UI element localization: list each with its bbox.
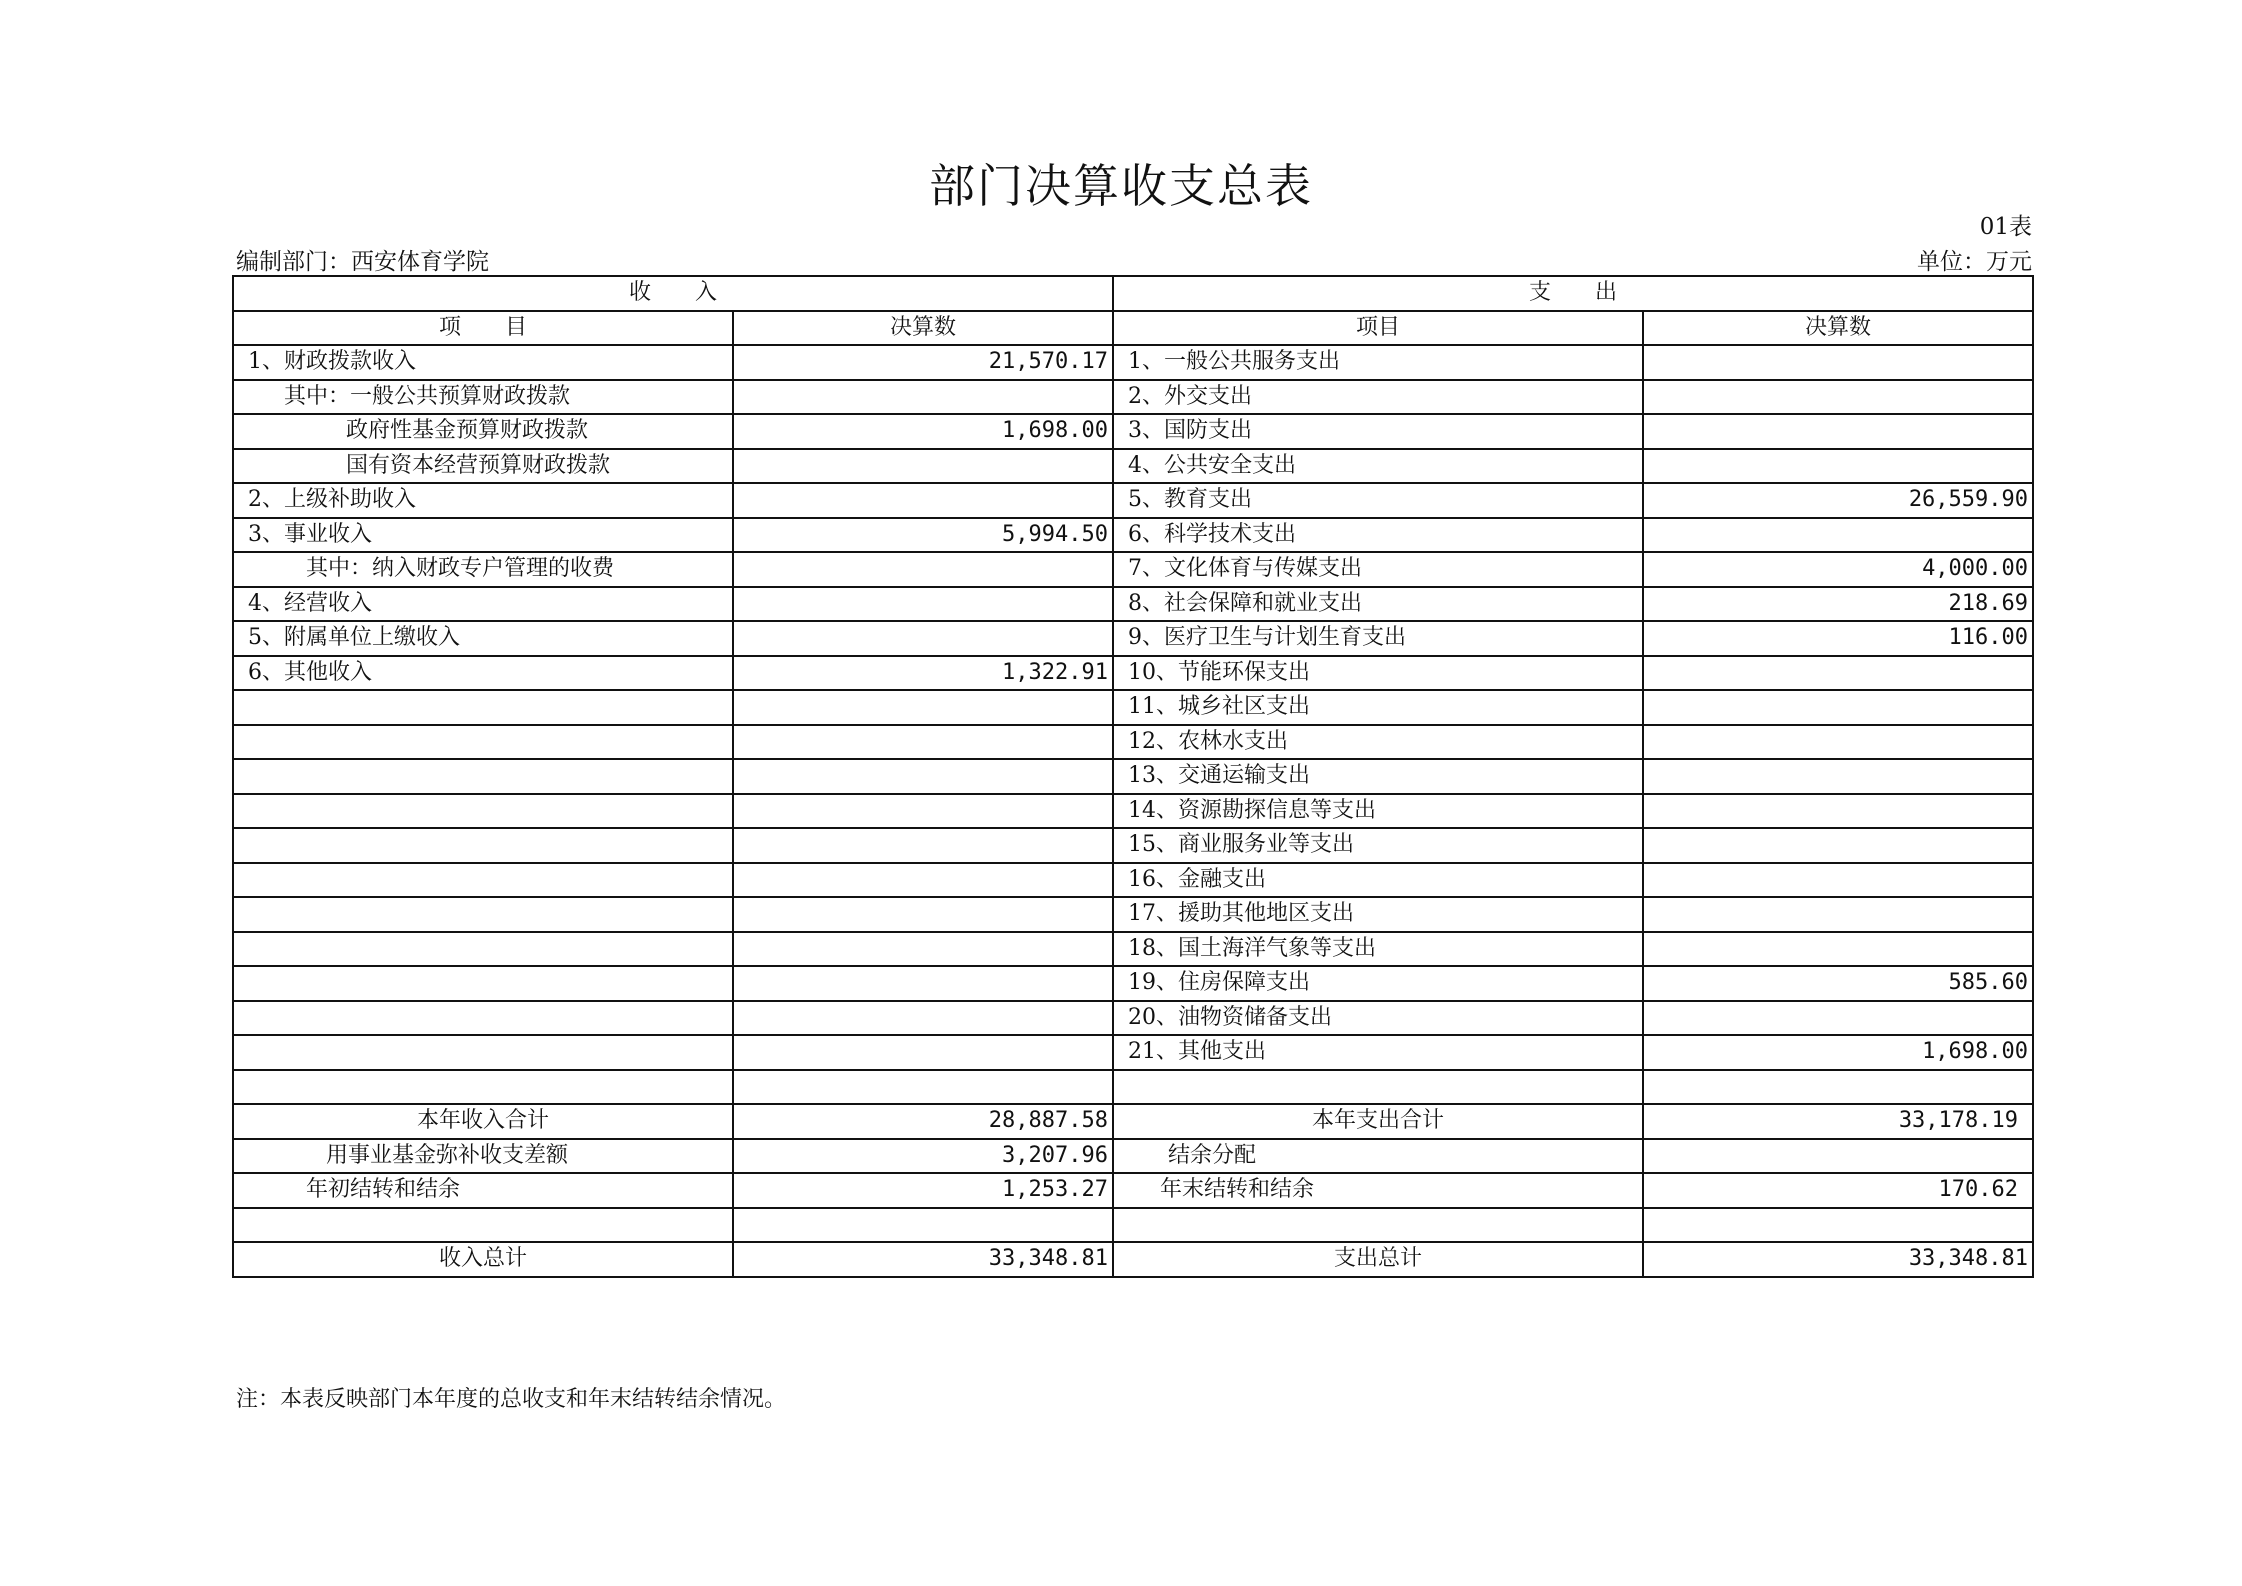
income-amount: 5,994.50: [733, 518, 1113, 553]
expense-item: 13、交通运输支出: [1113, 759, 1643, 794]
grand-total-row: [233, 1242, 2033, 1277]
income-amount: [733, 932, 1113, 967]
income-item: [233, 690, 733, 725]
expense-amount: [1643, 1070, 2033, 1105]
income-amount: [733, 828, 1113, 863]
income-amount: [733, 483, 1113, 518]
income-amount: [733, 380, 1113, 415]
income-header: 收 入: [233, 276, 1113, 311]
expense-amount: 1,698.00: [1643, 1035, 2033, 1070]
expense-item: 11、城乡社区支出: [1113, 690, 1643, 725]
income-item: [233, 932, 733, 967]
income-item: [233, 1001, 733, 1036]
income-amount: [733, 1001, 1113, 1036]
expense-total-value: 33,178.19: [1643, 1104, 2033, 1139]
expense-amount: [1643, 794, 2033, 829]
grand-expense-value: 33,348.81: [1643, 1242, 2033, 1277]
department-label: 编制部门：西安体育学院: [236, 249, 489, 275]
expense-item: 16、金融支出: [1113, 863, 1643, 898]
income-amount: [733, 966, 1113, 1001]
table-row: [233, 656, 2033, 691]
expense-item: 18、国土海洋气象等支出: [1113, 932, 1643, 967]
table-row: [233, 552, 2033, 587]
table-row: [233, 690, 2033, 725]
income-item-header: 项 目: [233, 311, 733, 346]
income-item: [233, 1070, 733, 1105]
fund-label: 用事业基金弥补收支差额: [233, 1139, 733, 1174]
income-amount: [733, 621, 1113, 656]
expense-item: 1、一般公共服务支出: [1113, 345, 1643, 380]
income-amount: [733, 1070, 1113, 1105]
expense-amount: 116.00: [1643, 621, 2033, 656]
form-number: 01表: [1979, 214, 2032, 240]
expense-total-label: 本年支出合计: [1113, 1104, 1643, 1139]
expense-item: 4、公共安全支出: [1113, 449, 1643, 484]
expense-item: 20、油物资储备支出: [1113, 1001, 1643, 1036]
expense-amount: 585.60: [1643, 966, 2033, 1001]
income-item: 4、经营收入: [233, 587, 733, 622]
section-header-row: [233, 276, 2033, 311]
expense-item: 3、国防支出: [1113, 414, 1643, 449]
begin-balance-label: 年初结转和结余: [233, 1173, 733, 1208]
expense-amount: [1643, 380, 2033, 415]
expense-item: 10、节能环保支出: [1113, 656, 1643, 691]
expense-item: 7、文化体育与传媒支出: [1113, 552, 1643, 587]
income-item: 6、其他收入: [233, 656, 733, 691]
income-amount-header: 决算数: [733, 311, 1113, 346]
expense-amount: [1643, 759, 2033, 794]
expense-amount: [1643, 932, 2033, 967]
footnote: 注：本表反映部门本年度的总收支和年末结转结余情况。: [236, 1387, 787, 1412]
table-row: [233, 897, 2033, 932]
table-row: [233, 1035, 2033, 1070]
income-item: [233, 966, 733, 1001]
expense-amount: [1643, 414, 2033, 449]
expense-item: 21、其他支出: [1113, 1035, 1643, 1070]
income-amount: [733, 794, 1113, 829]
expense-amount: [1643, 690, 2033, 725]
income-item: [233, 863, 733, 898]
income-amount: [733, 552, 1113, 587]
income-item: 5、附属单位上缴收入: [233, 621, 733, 656]
expense-amount: 4,000.00: [1643, 552, 2033, 587]
income-item: [233, 794, 733, 829]
income-item: 其中：纳入财政专户管理的收费: [233, 552, 733, 587]
income-amount: [733, 1035, 1113, 1070]
table-row: [233, 587, 2033, 622]
expense-amount: [1643, 449, 2033, 484]
expense-item: 19、住房保障支出: [1113, 966, 1643, 1001]
expense-item: 6、科学技术支出: [1113, 518, 1643, 553]
table-row: [233, 932, 2033, 967]
expense-amount: [1643, 656, 2033, 691]
table-row: [233, 1001, 2033, 1036]
income-item: [233, 828, 733, 863]
income-item: [233, 897, 733, 932]
expense-header: 支 出: [1113, 276, 2033, 311]
expense-item: 8、社会保障和就业支出: [1113, 587, 1643, 622]
income-item: 2、上级补助收入: [233, 483, 733, 518]
expense-amount: [1643, 518, 2033, 553]
expense-amount: [1643, 345, 2033, 380]
income-item: 国有资本经营预算财政拨款: [233, 449, 733, 484]
expense-item: 9、医疗卫生与计划生育支出: [1113, 621, 1643, 656]
expense-amount-header: 决算数: [1643, 311, 2033, 346]
income-amount: 21,570.17: [733, 345, 1113, 380]
blank-row: [233, 1208, 2033, 1243]
table-row: [233, 1070, 2033, 1105]
expense-item-header: 项目: [1113, 311, 1643, 346]
table-row: [233, 483, 2033, 518]
expense-amount: 26,559.90: [1643, 483, 2033, 518]
expense-item: 17、援助其他地区支出: [1113, 897, 1643, 932]
surplus-value: [1643, 1139, 2033, 1174]
fund-value: 3,207.96: [733, 1139, 1113, 1174]
grand-income-value: 33,348.81: [733, 1242, 1113, 1277]
table-row: [233, 828, 2033, 863]
table-row: [233, 725, 2033, 760]
table-row: [233, 966, 2033, 1001]
income-amount: [733, 690, 1113, 725]
budget-table: [232, 275, 2034, 1278]
expense-item: 12、农林水支出: [1113, 725, 1643, 760]
table-row: [233, 759, 2033, 794]
table-row: [233, 345, 2033, 380]
table-row: [233, 449, 2033, 484]
expense-item: 15、商业服务业等支出: [1113, 828, 1643, 863]
income-amount: [733, 863, 1113, 898]
table-row: [233, 414, 2033, 449]
income-item: 1、财政拨款收入: [233, 345, 733, 380]
income-amount: 1,322.91: [733, 656, 1113, 691]
income-item: [233, 1035, 733, 1070]
expense-amount: [1643, 725, 2033, 760]
expense-item: 14、资源勘探信息等支出: [1113, 794, 1643, 829]
income-amount: [733, 449, 1113, 484]
expense-item: 2、外交支出: [1113, 380, 1643, 415]
expense-amount: [1643, 828, 2033, 863]
end-balance-value: 170.62: [1643, 1173, 2033, 1208]
end-balance-label: 年末结转和结余: [1113, 1173, 1643, 1208]
income-item: 3、事业收入: [233, 518, 733, 553]
table-row: [233, 794, 2033, 829]
unit-label: 单位：万元: [1917, 249, 2032, 275]
expense-amount: 218.69: [1643, 587, 2033, 622]
expense-item: [1113, 1070, 1643, 1105]
table-row: [233, 380, 2033, 415]
surplus-label: 结余分配: [1113, 1139, 1643, 1174]
income-item: 其中：一般公共预算财政拨款: [233, 380, 733, 415]
page-title: 部门决算收支总表: [929, 159, 1313, 213]
expense-item: 5、教育支出: [1113, 483, 1643, 518]
fund-row: [233, 1139, 2033, 1174]
table-row: [233, 518, 2033, 553]
annual-total-row: [233, 1104, 2033, 1139]
income-amount: [733, 587, 1113, 622]
income-amount: 1,698.00: [733, 414, 1113, 449]
expense-amount: [1643, 863, 2033, 898]
expense-amount: [1643, 897, 2033, 932]
expense-amount: [1643, 1001, 2033, 1036]
column-header-row: [233, 311, 2033, 346]
carryover-row: [233, 1173, 2033, 1208]
income-amount: [733, 725, 1113, 760]
table-row: [233, 621, 2033, 656]
grand-expense-label: 支出总计: [1113, 1242, 1643, 1277]
begin-balance-value: 1,253.27: [733, 1173, 1113, 1208]
income-item: 政府性基金预算财政拨款: [233, 414, 733, 449]
income-total-label: 本年收入合计: [233, 1104, 733, 1139]
income-item: [233, 725, 733, 760]
income-total-value: 28,887.58: [733, 1104, 1113, 1139]
grand-income-label: 收入总计: [233, 1242, 733, 1277]
income-amount: [733, 897, 1113, 932]
income-amount: [733, 759, 1113, 794]
income-item: [233, 759, 733, 794]
table-row: [233, 863, 2033, 898]
